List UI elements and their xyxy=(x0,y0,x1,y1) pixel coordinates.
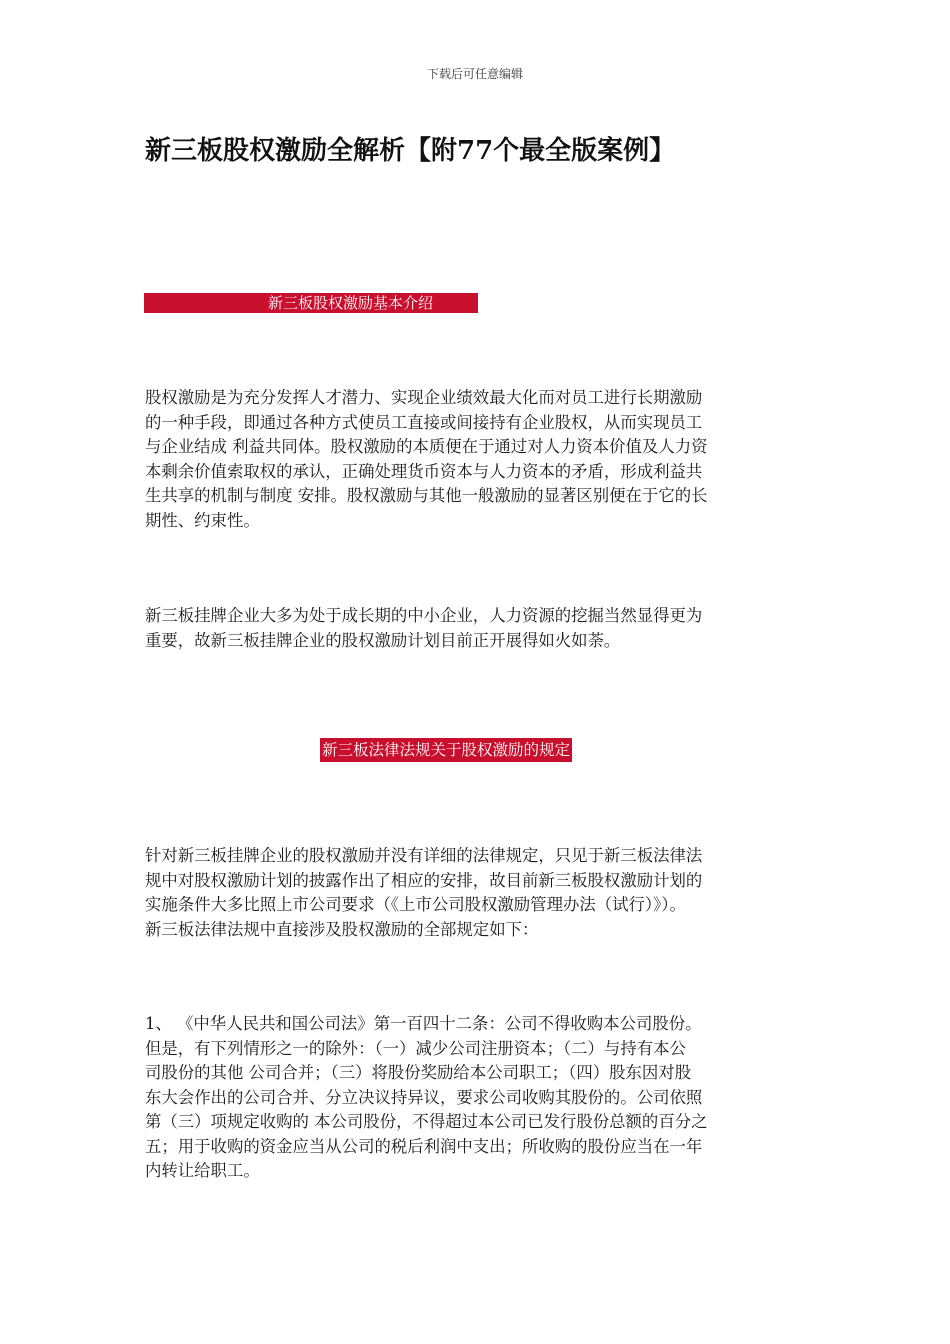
paragraph-line: 五；用于收购的资金应当从公司的税后利润中支出；所收购的股份应当在一年 xyxy=(145,1136,703,1156)
paragraph-line: 针对新三板挂牌企业的股权激励并没有详细的法律规定，只见于新三板法律法 xyxy=(145,846,703,865)
paragraph-line: 期性、约束性。 xyxy=(145,510,260,530)
section-heading-basic-intro-label: 新三板股权激励基本介绍 xyxy=(268,294,434,312)
page-header-note: 下载后可任意编辑 xyxy=(426,67,523,81)
paragraph-line: 东大会作出的公司合并、分立决议持异议，要求公司收购其股份的。公司依照 xyxy=(145,1087,703,1107)
paragraph-line: 与企业结成 利益共同体。股权激励的本质便在于通过对人力资本价值及人力资 xyxy=(145,437,708,456)
paragraph-line: 生共享的机制与制度 安排。股权激励与其他一般激励的显著区别便在于它的长 xyxy=(145,486,708,505)
paragraph-line: 但是，有下列情形之一的除外：（一）减少公司注册资本；（二）与持有本公 xyxy=(145,1038,686,1058)
section-heading-basic-intro xyxy=(144,293,478,313)
paragraph-legal-overview xyxy=(145,844,805,942)
paragraph-line: 新三板法律法规中直接涉及股权激励的全部规定如下： xyxy=(145,919,539,939)
paragraph-line: 重要，故新三板挂牌企业的股权激励计划目前正开展得如火如荼。 xyxy=(145,630,621,650)
paragraph-line: 的一种手段，即通过各种方式使员工直接或间接持有企业股权，从而实现员工 xyxy=(145,412,703,432)
section-heading-legal-rules: 新三板法律法规关于股权激励的规定 xyxy=(320,738,572,762)
document-title: 新三板股权激励全解析【附77个最全版案例】 xyxy=(145,136,676,166)
paragraph-line: 司股份的其他 公司合并；（三）将股份奖励给本公司职工；（四）股东因对股 xyxy=(145,1063,692,1082)
paragraph-line: 股权激励是为充分发挥人才潜力、实现企业绩效最大化而对员工进行长期激励 xyxy=(145,388,703,407)
paragraph-line: 1、 《中华人民共和国公司法》第一百四十二条：公司不得收购本公司股份。 xyxy=(145,1014,702,1033)
paragraph-equity-incentive-definition xyxy=(145,386,805,533)
paragraph-line: 实施条件大多比照上市公司要求（《上市公司股权激励管理办法（试行）》）。 xyxy=(145,895,686,914)
paragraph-line: 第（三）项规定收购的 本公司股份，不得超过本公司已发行股份总额的百分之 xyxy=(145,1112,708,1131)
paragraph-line: 本剩余价值索取权的承认，正确处理货币资本与人力资本的矛盾，形成利益共 xyxy=(145,461,703,481)
paragraph-neeq-companies xyxy=(145,604,805,653)
paragraph-line: 内转让给职工。 xyxy=(145,1161,260,1180)
paragraph-company-law-article xyxy=(145,1012,805,1184)
paragraph-line: 规中对股权激励计划的披露作出了相应的安排，故目前新三板股权激励计划的 xyxy=(145,870,703,890)
paragraph-line: 新三板挂牌企业大多为处于成长期的中小企业，人力资源的挖掘当然显得更为 xyxy=(145,606,703,625)
